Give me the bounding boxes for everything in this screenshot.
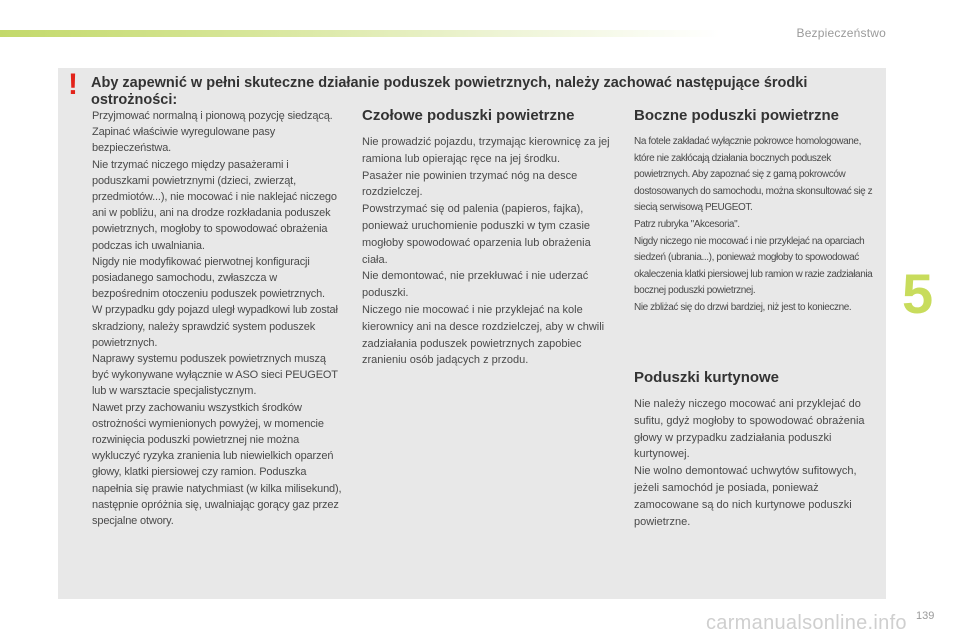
front-airbags-paragraph: Pasażer nie powinien trzymać nóg na desce rozdzielczej. — [362, 169, 578, 199]
side-airbags-section — [634, 106, 880, 317]
curtain-airbags-paragraph: Nie wolno demontować uchwytów sufitowych, jeżeli samochód je posiada, ponieważ zamocowane są do nich kurtynowe poduszki powietrzne. — [634, 465, 857, 528]
front-airbags-section — [362, 106, 616, 369]
front-airbags-heading: Czołowe poduszki powietrzne — [362, 107, 575, 124]
precaution-paragraph: W przypadku gdy pojazd uległ wypadkowi lub został skradziony, należy sprawdzić system poduszek powietrznych. — [92, 304, 338, 349]
exclamation-icon: ! — [68, 68, 78, 101]
front-airbags-paragraph: Powstrzymać się od palenia (papieros, fajka), ponieważ uruchomienie poduszki w tym czasie mogłoby spowodować oparzenia lub obrażenia ciała. — [362, 203, 591, 266]
header-accent-bar — [0, 30, 720, 37]
front-airbags-paragraph: Nie prowadzić pojazdu, trzymając kierownicę za jej ramiona lub opierając ręce na jej środku. — [362, 136, 610, 165]
front-airbags-body — [362, 134, 616, 369]
side-airbags-paragraph: Nigdy niczego nie mocować i nie przyklejać na oparciach siedzeń (ubrania...), ponieważ mogłoby to spowodować okaleczenia klatki piersiowej lub ramion w razie zadziałania bocznej poduszki powietrznej. — [634, 235, 873, 297]
section-title: Bezpieczeństwo — [796, 26, 886, 40]
curtain-airbags-heading: Poduszki kurtynowe — [634, 369, 780, 386]
curtain-airbags-paragraph: Nie należy niczego mocować ani przyklejać do sufitu, gdyż mogłoby to spowodować obrażenia głowy w przypadku zadziałania poduszki kurtynowej. — [634, 398, 865, 461]
precaution-paragraph: Nigdy nie modyfikować pierwotnej konfiguracji posiadanego samochodu, zwłaszcza w bezpośrednim otoczeniu poduszek powietrznych. — [92, 255, 325, 301]
side-airbags-body — [634, 134, 880, 317]
precautions-column — [92, 108, 344, 529]
chapter-number: 5 — [902, 262, 934, 325]
precaution-paragraph: Zapinać właściwie wyregulowane pasy bezpieczeństwa. — [92, 126, 276, 155]
front-airbags-paragraph: Nie demontować, nie przekłuwać i nie uderzać poduszki. — [362, 270, 589, 300]
side-airbags-paragraph: Nie zbliżać się do drzwi bardziej, niż jest to konieczne. — [634, 301, 852, 313]
page-number: 139 — [916, 610, 935, 622]
curtain-airbags-body — [634, 396, 880, 530]
warning-title: Aby zapewnić w pełni skuteczne działanie poduszek powietrznych, należy zachować następujące środki ostrożności: — [91, 75, 808, 108]
watermark-text: carmanualsonline.info — [706, 612, 907, 634]
precaution-paragraph: Nawet przy zachowaniu wszystkich środków ostrożności wymienionych powyżej, w momencie rozwinięcia poduszki powietrznej nie można wykluczyć ryzyka zranienia lub niewielkich oparzeń głowy, klatki piersiowej czy ramion. Poduszka napełnia się prawie natychmiast (w kilka milisekund), następnie opróżnia się, uwalniając gorący gaz przez specjalne otwory. — [92, 401, 342, 528]
side-airbags-paragraph: Patrz rubryka "Akcesoria". — [634, 218, 740, 230]
side-airbags-paragraph: Na fotele zakładać wyłącznie pokrowce homologowane, które nie zakłócają działania bocznych poduszek powietrznych. Aby zapoznać się z gamą pokrowców dostosowanych do samochodu, można skonsultować się z siecią serwisową PEUGEOT. — [634, 136, 873, 214]
curtain-airbags-section — [634, 368, 880, 530]
precaution-paragraph: Naprawy systemu poduszek powietrznych muszą być wykonywane wyłącznie w ASO sieci PEUGEOT lub w warsztacie specjalistycznym. — [92, 353, 338, 398]
precaution-paragraph: Przyjmować normalną i pionową pozycję siedzącą. — [92, 110, 333, 122]
precaution-paragraph: Nie trzymać niczego między pasażerami i poduszkami powietrznymi (dzieci, zwierząt, przedmiotów...), nie mocować i nie naklejać niczego ani w pobliżu, ani na drodze rozkładania poduszek powietrznych, mogłoby to spowodować obrażenia podczas ich uwalniania. — [92, 158, 337, 252]
front-airbags-paragraph: Niczego nie mocować i nie przyklejać na kole kierownicy ani na desce rozdzielczej, aby w chwili zadziałania poduszek powietrznych zapobiec zranieniu osób jadących z przodu. — [362, 303, 605, 367]
side-airbags-heading: Boczne poduszki powietrzne — [634, 107, 840, 124]
